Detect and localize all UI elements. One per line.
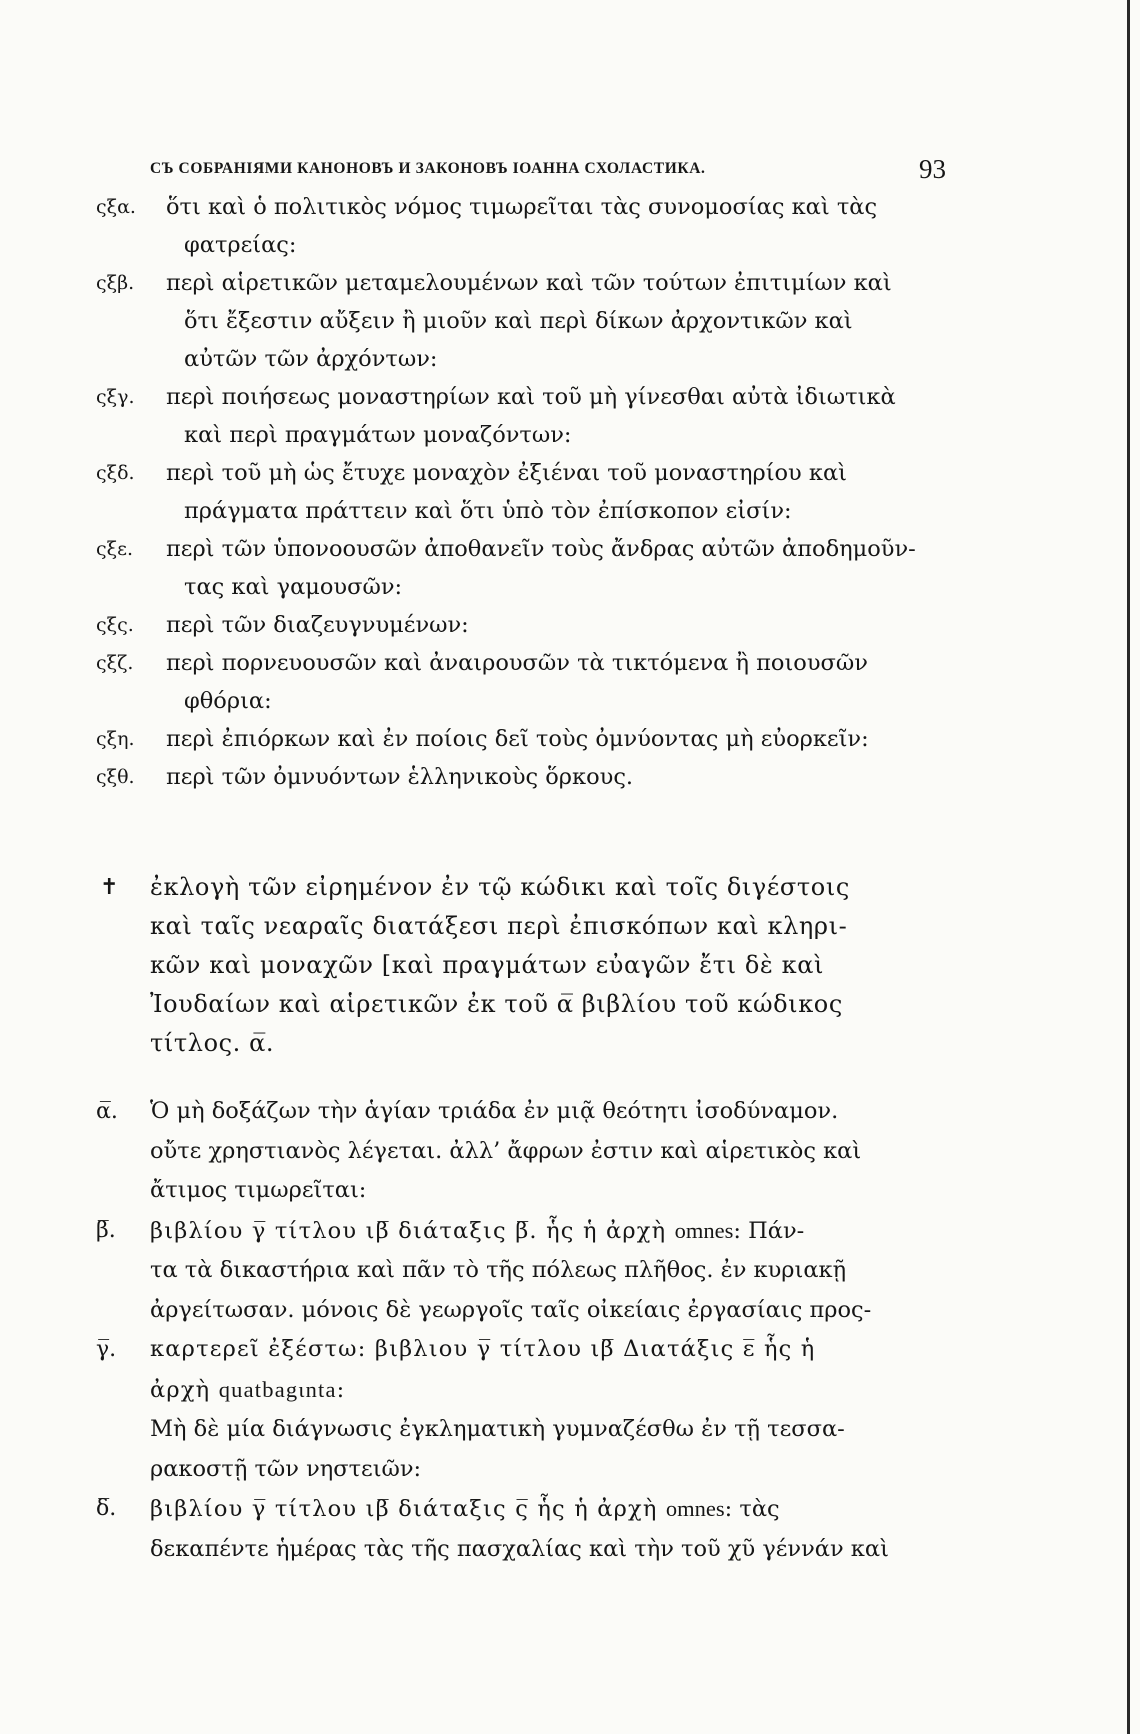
section xyxy=(96,1092,946,1211)
chapter-line: περὶ αἱρετικῶν μεταμελουμένων καὶ τῶν τούτων ἐπιτιμίων καὶ xyxy=(166,270,892,296)
chapter-number: ςξγ. xyxy=(96,386,135,408)
page-number: 93 xyxy=(919,154,946,184)
ecloga-line: ἐκλογὴ τῶν εἰρημένον ἐν τῷ κώδικι καὶ τοῖς διγέστοις xyxy=(150,873,850,901)
text-run: : τὰς xyxy=(724,1496,780,1522)
chapter-number: ςξη. xyxy=(96,728,135,750)
chapter-line: καὶ περὶ πραγμάτων μοναζόντων: xyxy=(184,422,572,448)
ecloga-block xyxy=(96,868,946,1063)
section-line xyxy=(150,1330,946,1370)
text-run: ἀργείτωσαν. μόνοις δὲ γεωργοῖς ταῖς οἰκείαις ἐργασίαις προς- xyxy=(150,1296,872,1323)
section-line xyxy=(150,1450,946,1490)
chapter-entry xyxy=(96,720,946,758)
text-run: τα τὰ δικαστήρια καὶ πᾶν τὸ τῆς πόλεως πλῆθος. ἐν κυριακῇ xyxy=(150,1257,847,1283)
section-number: γ̅. xyxy=(96,1337,117,1362)
section xyxy=(96,1330,946,1489)
chapter-line: περὶ πορνευουσῶν καὶ ἀναιρουσῶν τὰ τικτόμενα ἢ ποιουσῶν xyxy=(166,650,868,676)
chapter-line: περὶ τῶν ὑπονοουσῶν ἀποθανεῖν τοὺς ἄνδρας αὐτῶν ἀποδημοῦν- xyxy=(166,536,916,562)
chapter-line: περὶ ἐπιόρκων καὶ ἐν ποίοις δεῖ τοὺς ὀμνύοντας μὴ εὐορκεῖν: xyxy=(166,726,869,752)
text-run: : Πάν- xyxy=(733,1217,805,1244)
ecloga-heading xyxy=(96,868,946,1063)
chapter-line: περὶ τῶν ὀμνυόντων ἑλληνικοὺς ὅρκους. xyxy=(166,764,634,790)
latin-incipit: omnes xyxy=(665,1496,725,1521)
chapter-line: ὅτι ἔξεστιν αὔξειν ἢ μιοῦν καὶ περὶ δίκων ἀρχοντικῶν καὶ xyxy=(184,308,853,334)
text-run: καρτερεῖ ἐξέστω: βιβλιου γ̅ τίτλου ιβ̅ Διατάξις ε̅ ἧς ἡ xyxy=(150,1336,816,1362)
section-line xyxy=(150,1171,946,1211)
section-line xyxy=(150,1410,946,1450)
chapter-line: περὶ τοῦ μὴ ὡς ἔτυχε μοναχὸν ἐξιέναι τοῦ μοναστηρίου καὶ xyxy=(166,460,847,486)
chapter-line: ὅτι καὶ ὁ πολιτικὸς νόμος τιμωρεῖται τὰς συνομοσίας καὶ τὰς xyxy=(166,194,878,220)
section-line xyxy=(150,1251,946,1291)
chapter-line: τας καὶ γαμουσῶν: xyxy=(184,574,403,600)
chapter-number: ςξδ. xyxy=(96,462,135,484)
chapter-list xyxy=(96,188,946,796)
chapter-entry xyxy=(96,644,946,720)
section-line xyxy=(150,1211,946,1252)
section-number: δ̅. xyxy=(96,1496,117,1521)
section-line xyxy=(150,1370,946,1411)
text-run: ρακοστῇ τῶν νηστειῶν: xyxy=(150,1455,422,1482)
running-head: СЪ СОБРАНІЯМИ КАНОНОВЪ И ЗАКОНОВЪ ІОАННА СХОЛАСТИКА. xyxy=(150,160,706,177)
chapter-number: ςξθ. xyxy=(96,766,135,788)
section-line xyxy=(150,1291,946,1331)
chapter-entry xyxy=(96,378,946,454)
chapter-line: φθόρια: xyxy=(184,688,272,714)
section-line xyxy=(150,1530,946,1570)
section-line xyxy=(150,1092,946,1132)
chapter-number: ςξε. xyxy=(96,538,133,560)
chapter-entry xyxy=(96,758,946,796)
section xyxy=(96,1211,946,1331)
latin-incipit: omnes xyxy=(674,1217,734,1243)
chapter-number: ςξς. xyxy=(96,614,134,636)
chapter-entry xyxy=(96,188,946,264)
ecloga-sections xyxy=(96,1092,946,1569)
text-run: οὔτε χρηστιανὸς λέγεται. ἀλλ’ ἄφρων ἐστιν καὶ αἱρετικὸς καὶ xyxy=(150,1137,862,1164)
ecloga-line: κῶν καὶ μοναχῶν [καὶ πραγμάτων εὐαγῶν ἔτι δὲ καὶ xyxy=(150,951,825,979)
chapter-number: ςξα. xyxy=(96,196,136,218)
section xyxy=(96,1489,946,1569)
section-number: β̅. xyxy=(96,1217,116,1243)
chapter-number: ςξζ. xyxy=(96,652,134,674)
section-number: α̅. xyxy=(96,1099,118,1124)
chapter-line: πράγματα πράττειν καὶ ὅτι ὑπὸ τὸν ἐπίσκοπον εἰσίν: xyxy=(184,498,792,524)
chapter-line: περὶ ποιήσεως μοναστηρίων καὶ τοῦ μὴ γίνεσθαι αὐτὰ ἰδιωτικὰ xyxy=(166,384,896,410)
section-line xyxy=(150,1489,946,1530)
page-header xyxy=(150,154,946,188)
chapter-entry xyxy=(96,264,946,378)
page-edge-line xyxy=(1127,0,1130,1734)
text-run: ἄτιμος τιμωρεῖται: xyxy=(150,1177,367,1203)
ecloga-line: τίτλος. α̅. xyxy=(150,1029,275,1057)
chapter-line: αὐτῶν τῶν ἀρχόντων: xyxy=(184,346,438,372)
text-run: Ὁ μὴ δοξάζων τὴν ἁγίαν τριάδα ἐν μιᾷ θεότητι ἰσοδύναμον. xyxy=(150,1098,839,1124)
chapter-line: περὶ τῶν διαζευγνυμένων: xyxy=(166,612,469,638)
section-line xyxy=(150,1132,946,1172)
text-run: βιβλίου γ̅ τίτλου ιβ̅ διάταξις ς̅ ἧς ἡ ἀρχὴ xyxy=(150,1496,666,1522)
ecloga-line: καὶ ταῖς νεαραῖς διατάξεσι περὶ ἐπισκόπων καὶ κληρι- xyxy=(150,912,848,940)
text-run: δεκαπέντε ἡμέρας τὰς τῆς πασχαλίας καὶ τὴν τοῦ χῦ γέννάν καὶ xyxy=(150,1535,889,1562)
text-run: : xyxy=(336,1376,345,1403)
chapter-line: φατρείας: xyxy=(184,232,297,258)
chapter-entry xyxy=(96,530,946,606)
text-run: Μὴ δὲ μία διάγνωσις ἐγκληματικὴ γυμναζέσθω ἐν τῇ τεσσα- xyxy=(150,1416,845,1442)
cross-icon: ✝ xyxy=(100,875,120,900)
text-run: βιβλίου γ̅ τίτλου ιβ̅ διάταξις β̅. ἧς ἡ ἀρχὴ xyxy=(150,1217,675,1244)
chapter-number: ςξβ. xyxy=(96,272,135,294)
chapter-entry xyxy=(96,454,946,530)
text-run: ἀρχὴ xyxy=(150,1376,219,1403)
ecloga-line: Ἰουδαίων καὶ αἱρετικῶν ἐκ τοῦ α̅ βιβλίου τοῦ κώδικος xyxy=(150,990,843,1018)
chapter-entry xyxy=(96,606,946,644)
latin-incipit: quatbagιnta xyxy=(218,1376,337,1402)
